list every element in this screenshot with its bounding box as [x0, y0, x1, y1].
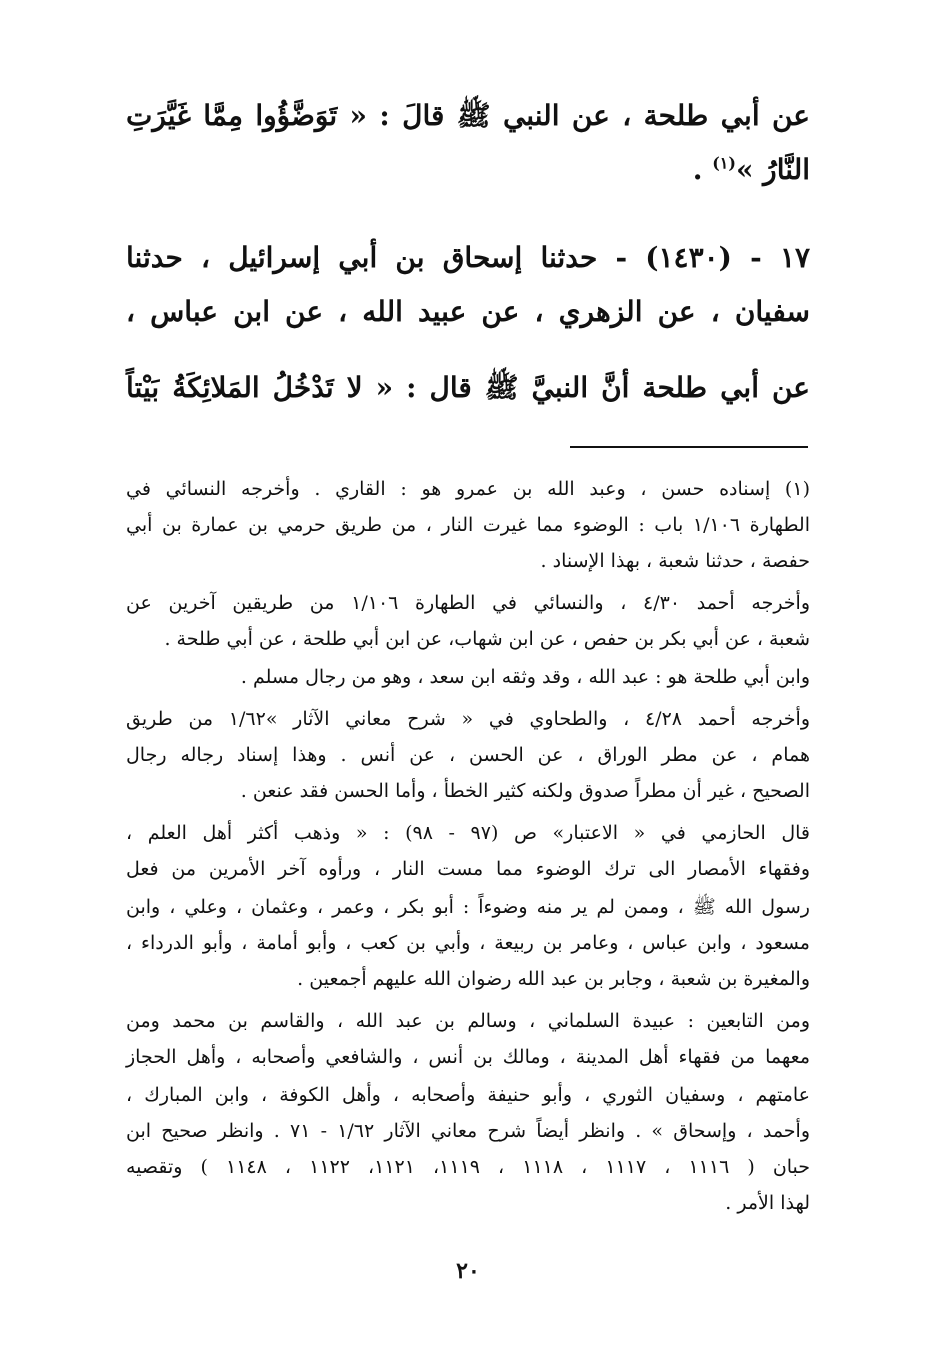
- footnote-line: معهما من فقهاء أهل المدينة ، ومالك بن أنس ، والشافعي وأصحابه ، وأهل الحجاز: [126, 1046, 810, 1068]
- footnote-line: وفقهاء الأمصار الى ترك الوضوء مما مست النار ، ورأوه آخر الأمرين من فعل: [126, 858, 810, 880]
- footnote-line: وابن أبي طلحة هو : عبد الله ، وقد وثقه ابن سعد ، وهو من رجال مسلم .: [240, 666, 810, 688]
- footnote-line: قال الحازمي في « الاعتبار» ص (٩٧ - ٩٨) : « وذهب أكثر أهل العلم ،: [126, 822, 810, 844]
- main-text-line-1: عن أبي طلحة ، عن النبي ﷺ قالَ : « تَوَضَّؤُوا مِمَّا غَيَّرَتِ: [126, 99, 810, 132]
- main-text-line-2-end: .: [692, 153, 713, 186]
- footnote-line: عامتهم ، وسفيان الثوري ، وأبو حنيفة وأصحابه ، وأهل الكوفة ، وابن المبارك ،: [126, 1084, 810, 1106]
- footnote-line: همام ، عن مطر الوراق ، عن الحسن ، عن أنس . وهذا إسناد رجاله رجال: [126, 744, 810, 766]
- footnote-line: وأخرجه أحمد ٤/٢٨ ، والطحاوي في « شرح معاني الآثار »١/٦٢ من طريق: [126, 708, 810, 730]
- footnote-line: والمغيرة بن شعبة ، وجابر بن عبد الله رضوان الله عليهم أجمعين .: [297, 968, 810, 990]
- footnote-line: الصحيح ، غير أن مطراً صدوق ولكنه كثير الخطأ ، وأما الحسن فقد عنعن .: [240, 780, 810, 802]
- main-text-line-2: [126, 150, 810, 190]
- main-text-line-3: ١٧ - (١٤٣٠) - حدثنا إسحاق بن أبي إسرائيل ، حدثنا: [126, 241, 811, 274]
- footnote-line: ومن التابعين : عبيدة السلماني ، وسالم بن عبد الله ، والقاسم بن محمد ومن: [126, 1010, 811, 1032]
- footnote-line: وأخرجه أحمد ٤/٣٠ ، والنسائي في الطهارة ١/١٠٦ من طريقين آخرين عن: [126, 592, 811, 614]
- page-number: ٢٠: [456, 1258, 480, 1284]
- main-text-line-5: عن أبي طلحة أنَّ النبيَّ ﷺ قال : « لا تَدْخُلُ المَلائِكَةُ بَيْتاً: [126, 371, 810, 404]
- footnote-line: الطهارة ١/١٠٦ باب : الوضوء مما غيرت النار ، من طريق حرمي بن عمارة بن أبي: [126, 514, 811, 536]
- footnote-separator: [570, 446, 808, 448]
- footnote-line: مسعود ، وابن عباس ، وعامر بن ربيعة ، وأبي بن كعب ، وأبو أمامة ، وأبو الدرداء ،: [126, 932, 810, 954]
- footnote-line: حفصة ، حدثنا شعبة ، بهذا الإسناد .: [540, 550, 810, 572]
- footnote-line: رسول الله ﷺ ، وممن لم ير منه وضوءاً : أبو بكر ، وعمر ، وعثمان ، وعلي ، وابن: [126, 896, 810, 918]
- main-text-line-2-text: النَّارُ »: [735, 153, 810, 186]
- footnote-line: (١) إسناده حسن ، وعبد الله بن عمرو هو : القاري . وأخرجه النسائي في: [126, 478, 810, 500]
- footnote-line: حبان ( ١١١٦ ، ١١١٧ ، ١١١٨ ، ١١١٩، ١١٢١، ١١٢٢ ، ١١٤٨ ) وتقصيه: [126, 1156, 811, 1178]
- footnote-line: شعبة ، عن أبي بكر بن حفص ، عن ابن شهاب، عن ابن أبي طلحة ، عن أبي طلحة .: [164, 628, 810, 650]
- main-text-line-4: سفيان ، عن الزهري ، عن عبيد الله ، عن ابن عباس ،: [126, 295, 810, 328]
- footnote-line: وأحمد ، وإسحاق » . وانظر أيضاً شرح معاني الآثار ١/٦٢ - ٧١ . وانظر صحيح ابن: [126, 1120, 811, 1142]
- footnote-line: لهذا الأمر .: [725, 1192, 810, 1214]
- footnote-marker: (١): [712, 153, 736, 173]
